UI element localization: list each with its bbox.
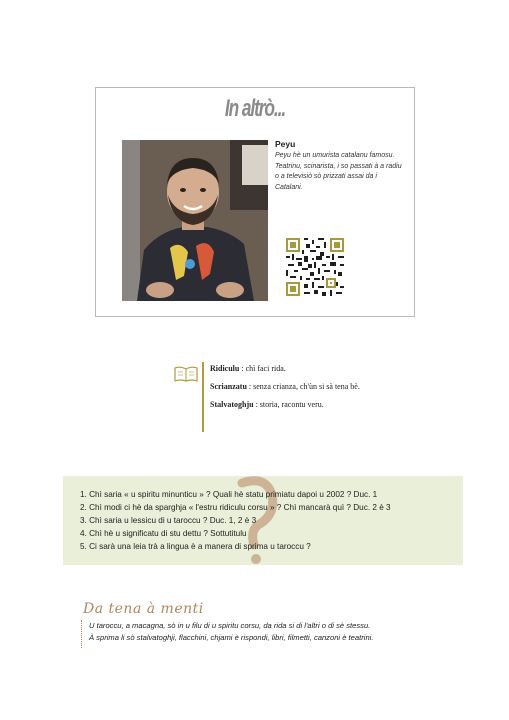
glossary-entry: Stalvatoghju : storia, racontu veru. [210,400,324,409]
question-item: 2. Chì modi ci hè da sparghja « l'estru ridiculu corsu » ? Chì mancarà quì ? Duc. 2 è 3 [80,503,391,512]
tena-divider [81,620,82,648]
tena-line: U taroccu, a macagna, sò in u filu di u spiritu corsu, da rida si di l'altri o di sè stessu. [89,621,371,630]
glossary-divider [202,362,204,432]
qr-code[interactable] [286,238,344,296]
peyu-name: Peyu [275,139,296,149]
questions-list [80,488,391,553]
glossary-entry: Ridiculu : chì faci rida. [210,364,286,373]
open-book-icon [174,366,198,382]
da-tena-title: Da tena à menti [83,601,204,617]
in-altro-box [95,87,415,317]
tena-text [89,620,449,644]
question-item: 3. Chì saria u lessicu di u taroccu ? Duc. 1, 2 è 3 [80,516,257,525]
question-item: 5. Ci sarà una leia trà a lingua è a manera di sprima u taroccu ? [80,542,311,551]
peyu-description: Peyu hè un umurista catalanu famosu. Teatrinu, scinarista, i so passati à a radiu o a televisiò sò prizzati assai da i Catalani. [275,152,402,191]
in-altro-title: In altrò... [224,95,286,122]
glossary [210,363,360,417]
glossary-entry: Scrianzatu : senza crianza, ch'ùn si sà tena bè. [210,382,360,391]
question-item: 1. Chì saria « u spiritu minunticu » ? Quali hè statu primiatu dapoi u 2002 ? Duc. 1 [80,490,378,499]
question-item: 4. Chì hè u significatu di stu dettu ? Sottutitulu [80,529,247,538]
tena-line: À sprima li sò stalvatoghji, flacchini, chjami è rispondi, libri, filmetti, canzoni è teatrini. [89,633,374,642]
peyu-photo [122,140,268,301]
